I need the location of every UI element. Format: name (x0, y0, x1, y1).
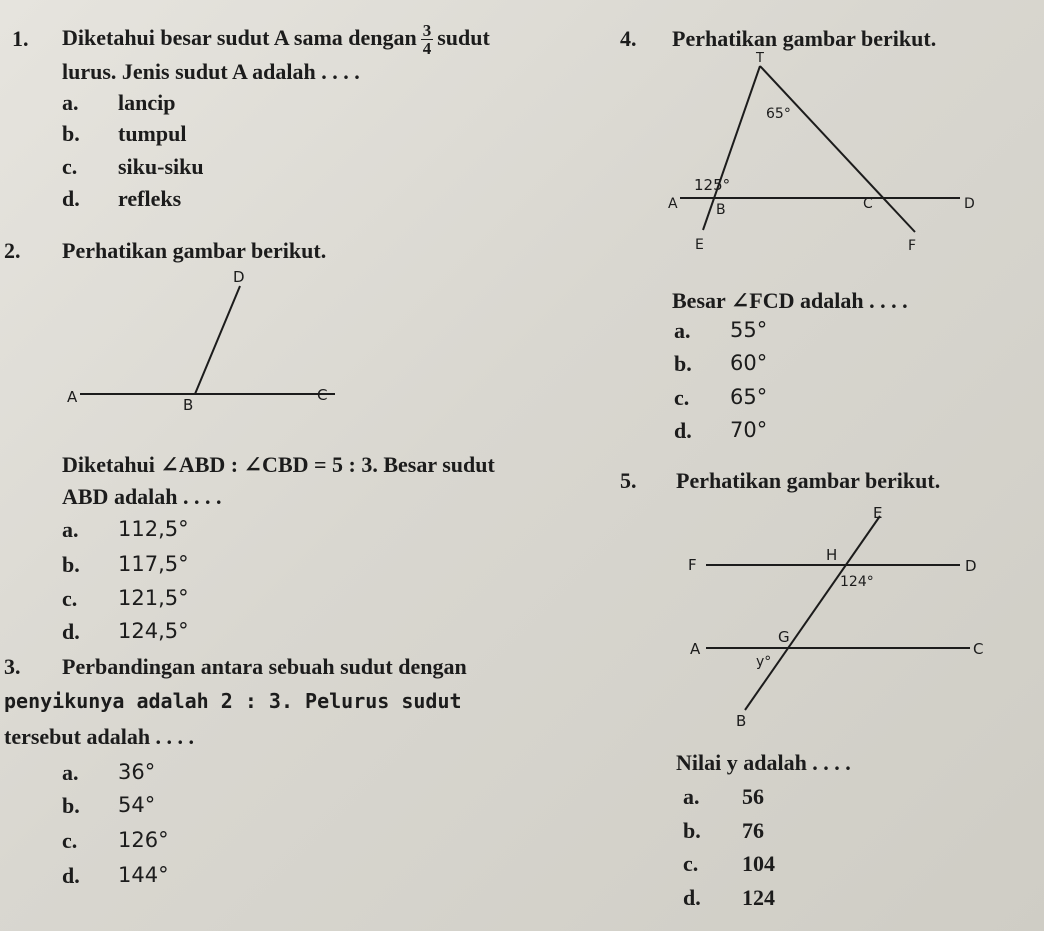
label-g: G (778, 628, 790, 646)
q4-option-c-text[interactable]: 65° (730, 385, 768, 409)
q5-figure (660, 500, 1010, 740)
q5-question: Nilai y adalah . . . . (676, 750, 851, 775)
q1-option-d-letter: d. (62, 186, 80, 211)
q2-option-d-text[interactable]: 124,5° (118, 619, 189, 643)
label-a: A (690, 640, 701, 658)
label-f: F (688, 556, 697, 574)
q1-option-a-text[interactable]: lancip (118, 90, 176, 115)
line-tf (760, 66, 915, 232)
label-t: T (756, 52, 764, 66)
q2-option-c-letter: c. (62, 586, 78, 611)
q5-option-c-text[interactable]: 104 (742, 851, 775, 876)
q3-option-c-letter: c. (62, 828, 78, 853)
q5-option-a-letter: a. (683, 784, 700, 809)
q1-stem-post: sudut (437, 25, 490, 50)
q5-option-b-text[interactable]: 76 (742, 818, 764, 843)
label-h: H (826, 546, 838, 564)
q3-option-a-text[interactable]: 36° (118, 760, 156, 784)
line-eb (745, 516, 880, 710)
q3-stem-line3: tersebut adalah . . . . (4, 724, 195, 749)
q2-option-c-text[interactable]: 121,5° (118, 586, 189, 610)
q1-option-b-text[interactable]: tumpul (118, 121, 187, 146)
q4-number: 4. (620, 26, 637, 51)
q1-number: 1. (12, 26, 29, 51)
q5-option-d-letter: d. (683, 885, 701, 910)
q1-option-d-text[interactable]: refleks (118, 186, 182, 211)
label-d: D (233, 268, 245, 286)
q5-option-b-letter: b. (683, 818, 701, 843)
angle-h-label: 124° (840, 574, 874, 590)
q4-option-b-letter: b. (674, 351, 692, 376)
q2-option-a-letter: a. (62, 517, 79, 542)
q1-stem-pre: Diketahui besar sudut A sama dengan (62, 25, 417, 50)
q4-option-b-text[interactable]: 60° (730, 351, 768, 375)
q2-option-d-letter: d. (62, 619, 80, 644)
q3-stem-line1: Perbandingan antara sebuah sudut dengan (62, 654, 467, 679)
angle-top-label: 65° (766, 106, 791, 122)
q4-figure (660, 52, 1000, 262)
q4-option-d-letter: d. (674, 418, 692, 443)
label-b: B (736, 712, 747, 730)
ray-bd (195, 286, 240, 394)
q3-stem-line2: penyikunya adalah 2 : 3. Pelurus sudut (4, 689, 462, 713)
q3-option-d-letter: d. (62, 863, 80, 888)
label-a: A (67, 388, 78, 406)
q1-option-c-text[interactable]: siku-siku (118, 154, 204, 179)
q2-stem-line1: Diketahui ∠ABD : ∠CBD = 5 : 3. Besar sudut (62, 452, 495, 477)
q4-question: Besar ∠FCD adalah . . . . (672, 288, 908, 313)
q3-number: 3. (4, 654, 21, 679)
angle-g-label: y° (756, 654, 772, 670)
label-e: E (695, 237, 704, 253)
q2-option-b-letter: b. (62, 552, 80, 577)
q1-fraction: $\frac{3}{4}$ (422, 21, 432, 59)
q5-intro: Perhatikan gambar berikut. (676, 468, 941, 493)
label-a: A (668, 196, 678, 212)
q4-option-c-letter: c. (674, 385, 690, 410)
angle-b-label: 125° (694, 176, 731, 194)
label-c: C (317, 386, 328, 404)
q2-option-a-text[interactable]: 112,5° (118, 517, 189, 541)
label-c: C (863, 196, 873, 212)
q2-intro: Perhatikan gambar berikut. (62, 238, 327, 263)
q3-option-b-text[interactable]: 54° (118, 793, 156, 817)
label-c: C (973, 640, 984, 658)
q4-option-d-text[interactable]: 70° (730, 418, 768, 442)
line-te (703, 66, 760, 230)
q3-option-b-letter: b. (62, 793, 80, 818)
q2-option-b-text[interactable]: 117,5° (118, 552, 189, 576)
label-d: D (965, 557, 977, 575)
q5-option-c-letter: c. (683, 851, 699, 876)
q1-option-b-letter: b. (62, 121, 80, 146)
q2-stem-line2: ABD adalah . . . . (62, 484, 222, 509)
q2-figure (55, 262, 355, 422)
q5-number: 5. (620, 468, 637, 493)
q3-option-c-text[interactable]: 126° (118, 828, 169, 852)
label-d: D (964, 196, 975, 212)
label-b: B (183, 396, 194, 414)
q5-option-a-text[interactable]: 56 (742, 784, 764, 809)
q2-number: 2. (4, 238, 21, 263)
q1-stem-line2: lurus. Jenis sudut A adalah . . . . (62, 59, 360, 84)
q4-option-a-letter: a. (674, 318, 691, 343)
label-b: B (716, 202, 726, 218)
q1-option-a-letter: a. (62, 90, 79, 115)
label-f: F (908, 238, 917, 254)
q1-stem-line1 (62, 18, 490, 58)
q3-option-d-text[interactable]: 144° (118, 863, 169, 887)
q5-option-d-text[interactable]: 124 (742, 885, 775, 910)
q3-option-a-letter: a. (62, 760, 79, 785)
q4-option-a-text[interactable]: 55° (730, 318, 768, 342)
label-e: E (873, 504, 883, 522)
q4-intro: Perhatikan gambar berikut. (672, 26, 937, 51)
q1-option-c-letter: c. (62, 154, 78, 179)
